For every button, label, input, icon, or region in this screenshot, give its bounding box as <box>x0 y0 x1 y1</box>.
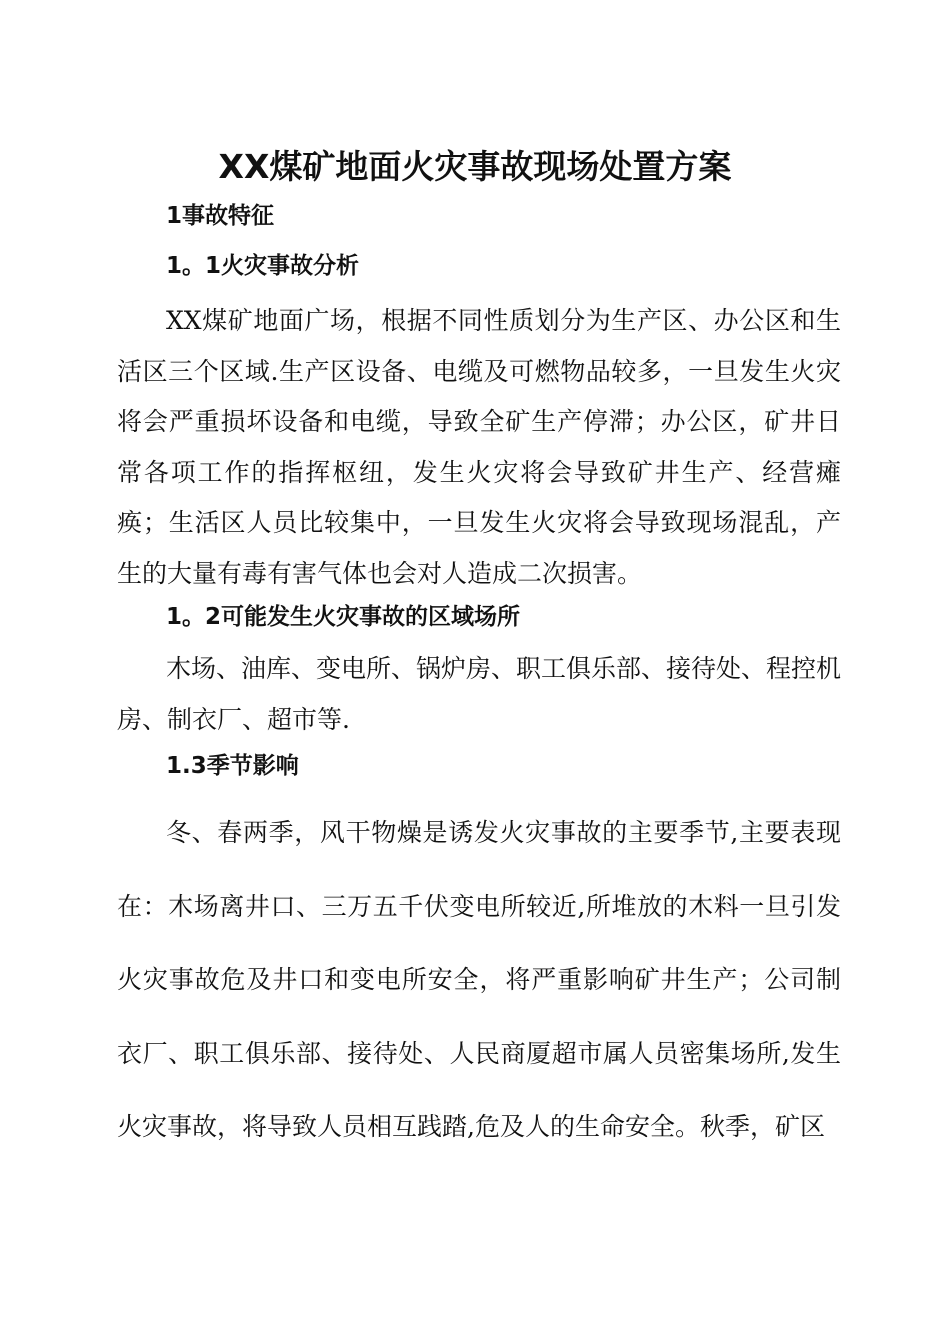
section-heading-1-2: 1。2可能发生火灾事故的区域场所 <box>166 604 521 630</box>
section-heading-1: 1事故特征 <box>166 203 275 229</box>
document-title: XX煤矿地面火灾事故现场处置方案 <box>218 147 732 186</box>
paragraph-seasonal-impact: 冬、春两季，风干物燥是诱发火灾事故的主要季节,主要表现在：木场离井口、三万五千伏变电所较近,所堆放的木料一旦引发火灾事故危及井口和变电所安全，将严重影响矿井生产；公司制衣厂、职工俱乐部、接待处、人民商厦超市属人员密集场所,发生火灾事故，将导致人员相互践踏,危及人的生命安全。秋季，矿区 <box>117 818 841 1141</box>
section-heading-1-1: 1。1火灾事故分析 <box>166 253 360 279</box>
paragraph-fire-locations: 木场、油库、变电所、锅炉房、职工俱乐部、接待处、程控机房、制衣厂、超市等. <box>117 654 842 734</box>
section-heading-1-3: 1.3季节影响 <box>166 753 299 779</box>
paragraph-fire-analysis: XX煤矿地面广场，根据不同性质划分为生产区、办公区和生活区三个区域.生产区设备、电缆及可燃物品较多，一旦发生火灾将会严重损坏设备和电缆，导致全矿生产停滞；办公区，矿井日常各项工作的指挥枢纽，发生火灾将会导致矿井生产、经营瘫痪；生活区人员比较集中，一旦发生火灾将会导致现场混乱，产生的大量有毒有害气体也会对人造成二次损害。 <box>117 306 841 588</box>
